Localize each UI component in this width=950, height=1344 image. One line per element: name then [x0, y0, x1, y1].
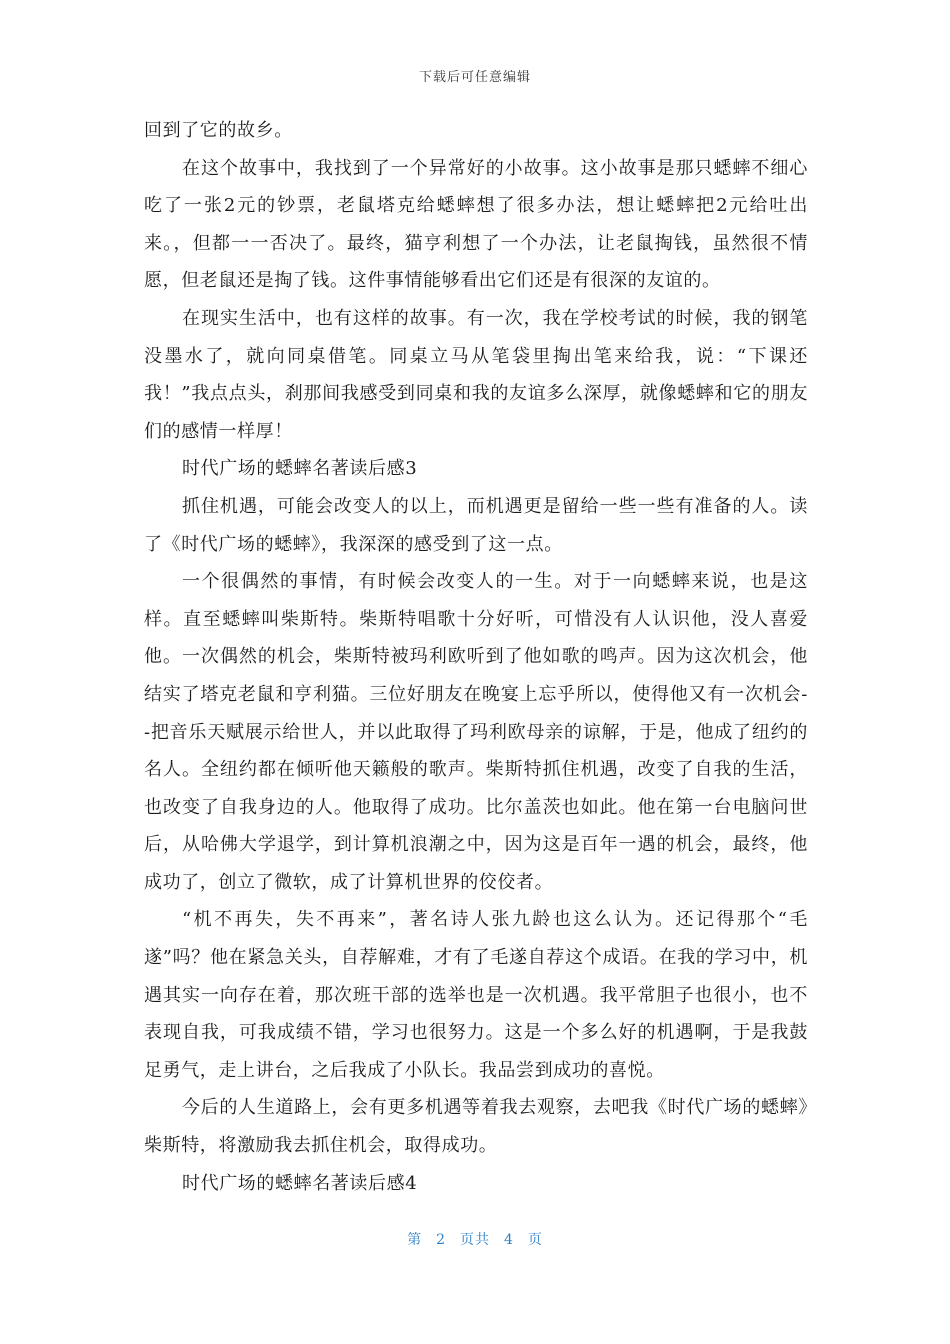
- paragraph: 今后的人生道路上，会有更多机遇等着我去观察，去吧我《时代广场的蟋蟀》柴斯特，将激励我去抓住机会，取得成功。: [144, 1097, 808, 1157]
- footer-suffix: 页: [527, 1232, 543, 1248]
- paragraph: 一个很偶然的事情，有时候会改变人的一生。对于一向蟋蟀来说，也是这样。直至蟋蟀叫柴斯特。柴斯特唱歌十分好听，可惜没有人认识他，没人喜爱他。一次偶然的机会，柴斯特被玛利欧听到了他如歌的鸣声。因为这次机会，他结实了塔克老鼠和亨利猫。三位好朋友在晚宴上忘乎所以，使得他又有一次机会--把音乐天赋展示给世人，并以此取得了玛利欧母亲的谅解，于是，他成了纽约的名人。全纽约都在倾听他天籁般的歌声。柴斯特抓住机遇，改变了自我的生活，也改变了自我身边的人。他取得了成功。比尔盖茨也如此。他在第一台电脑问世后，从哈佛大学退学，到计算机浪潮之中，因为这是百年一遇的机会，最终，他成功了，创立了微软，成了计算机世界的佼佼者。: [144, 571, 808, 893]
- page-number: 2: [436, 1232, 446, 1248]
- paragraph: 抓住机遇，可能会改变人的以上，而机遇更是留给一些一些有准备的人。读了《时代广场的蟋蟀》，我深深的感受到了这一点。: [144, 495, 808, 555]
- section-heading: 时代广场的蟋蟀名著读后感3: [182, 458, 418, 480]
- footer-middle: 页共: [460, 1232, 490, 1248]
- paragraph: 在这个故事中，我找到了一个异常好的小故事。这小故事是那只蟋蟀不细心吃了一张2元的钞票，老鼠塔克给蟋蟀想了很多办法，想让蟋蟀把2元给吐出来。，但都一一否决了。最终，猫亨利想了一个办法，让老鼠掏钱，虽然很不情愿，但老鼠还是掏了钱。这件事情能够看出它们还是有很深的友谊的。: [144, 157, 808, 292]
- document-body: [144, 112, 808, 1202]
- page-footer: [0, 1229, 950, 1249]
- page-header: 下载后可任意编辑: [418, 70, 531, 85]
- footer-prefix: 第: [407, 1232, 423, 1248]
- paragraph: “机不再失，失不再来”，著名诗人张九龄也这么认为。还记得那个“毛遂”吗？他在紧急关头，自荐解难，才有了毛遂自荐这个成语。在我的学习中，机遇其实一向存在着，那次班干部的选举也是一次机遇。我平常胆子也很小，也不表现自我，可我成绩不错，学习也很努力。这是一个多么好的机遇啊，于是我鼓足勇气，走上讲台，之后我成了小队长。我品尝到成功的喜悦。: [144, 909, 808, 1081]
- paragraph: 回到了它的故乡。: [144, 120, 293, 141]
- section-heading: 时代广场的蟋蟀名著读后感4: [182, 1172, 418, 1194]
- paragraph: 在现实生活中，也有这样的故事。有一次，我在学校考试的时候，我的钢笔没墨水了，就向同桌借笔。同桌立马从笔袋里掏出笔来给我，说：“下课还我！”我点点头，刹那间我感受到同桌和我的友谊多么深厚，就像蟋蟀和它的朋友们的感情一样厚！: [144, 307, 808, 442]
- page-total: 4: [504, 1232, 514, 1248]
